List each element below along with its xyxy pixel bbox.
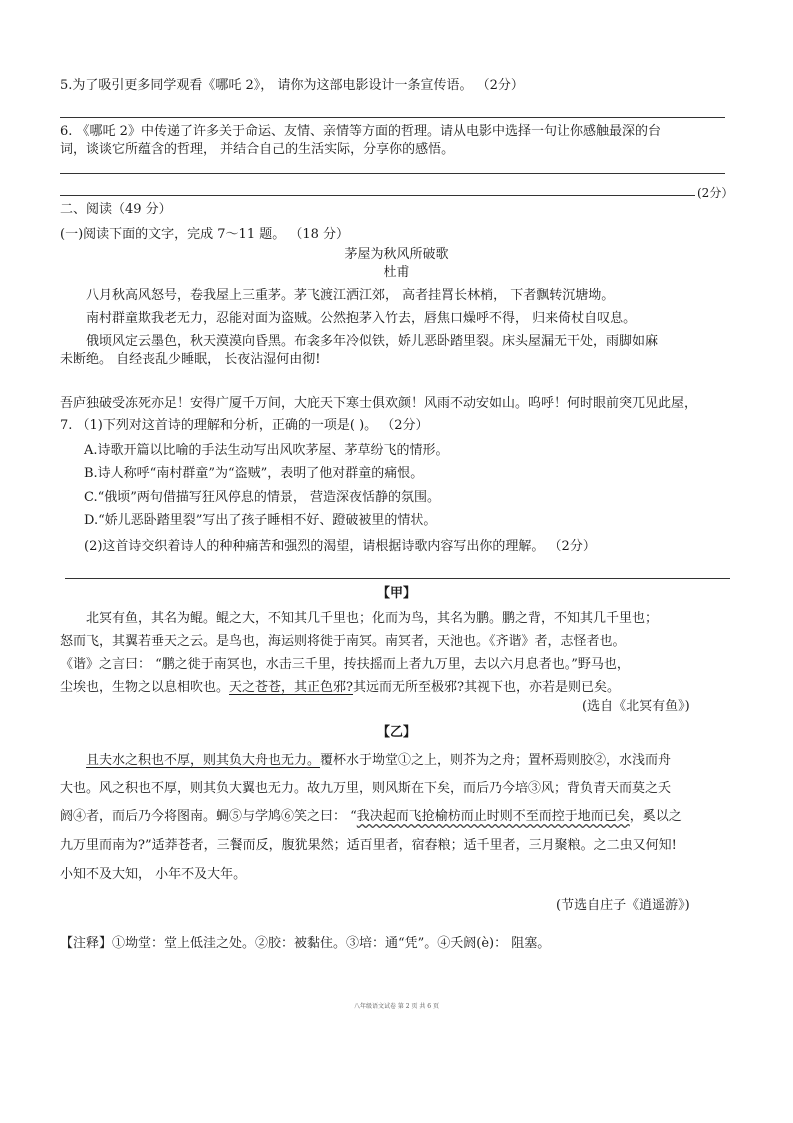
answer-line-6b[interactable]	[60, 195, 695, 196]
poem-paragraph-3a: 俄顷风定云墨色，秋天漠漠向昏黑。布衾多年冷似铁，娇儿恶卧踏里裂。床头屋漏无干处，雨脚如麻	[86, 334, 659, 349]
answer-line-6a[interactable]	[60, 173, 725, 174]
yi-line-3-end: ，奚以之	[629, 809, 682, 824]
question-6-line-2: 词，谈谈它所蕴含的哲理， 并结合自己的生活实际，分享你的感悟。	[60, 142, 455, 157]
option-d[interactable]: D.“娇儿恶卧踏里裂”写出了孩子睡相不好、蹬破被里的情状。	[84, 513, 437, 528]
yi-source: (节选自庄子《逍遥游》)	[556, 898, 690, 913]
yi-line-5: 小知不及大知， 小年不及大年。	[60, 867, 247, 882]
question-6-line-1: 6. 《哪吒 2》中传递了许多关于命运、友情、亲情等方面的哲理。请从电影中选择一句让你感触最深的台	[60, 124, 661, 139]
page-footer: 八年级语文试卷 第 2 页 共 6 页	[353, 1003, 440, 1010]
passage-jia-label: 【甲】	[376, 586, 416, 601]
yi-line-3-start: 阏④者，而后乃今将图南。蜩⑤与学鸠⑥笑之曰： “	[60, 809, 357, 824]
jia-line-4	[60, 679, 620, 697]
passage-yi-label: 【乙】	[376, 725, 416, 740]
poem-paragraph-4: 吾庐独破受冻死亦足！安得广厦千万间，大庇天下寒士俱欢颜！风雨不动安如山。呜呼！何时眼前突兀见此屋，	[60, 396, 698, 411]
option-b[interactable]: B.诗人称呼“南村群童”为“盗贼”，表明了他对群童的痛恨。	[84, 466, 424, 481]
annotation-notes: 【注释】①坳堂：堂上低洼之处。②胶：被黏住。③培：通“凭”。④夭阏(è)： 阻塞。	[60, 936, 551, 951]
part-1-intro: (一)阅读下面的文字，完成 7～11 题。 （18 分）	[60, 227, 350, 242]
yi-wavy-sentence: 我决起而飞抢榆枋而止时则不至而控于地而已矣	[356, 809, 630, 824]
question-5: 5.为了吸引更多同学观看《哪吒 2》， 请你为这部电影设计一条宣传语。 （2分）	[60, 78, 524, 93]
jia-line-3: 《谐》之言曰： “鹏之徙于南冥也，水击三千里，抟扶摇而上者九万里，去以六月息者也。”野马也，	[60, 657, 630, 672]
jia-line-2: 怒而飞，其翼若垂天之云。是鸟也，海运则将徙于南冥。南冥者，天池也。《齐谐》者，志怪者也。	[60, 634, 626, 649]
poem-title: 茅屋为秋风所破歌	[344, 247, 449, 262]
jia-underlined-sentence: 天之苍苍，其正色邪?	[229, 680, 353, 695]
yi-line-3	[60, 808, 682, 826]
question-7-part-2: (2)这首诗交织着诗人的种种痛苦和强烈的渴望，请根据诗歌内容写出你的理解。 （2分）	[84, 539, 596, 554]
yi-line-1-end: 覆杯水于坳堂①之上，则芥为之舟；置杯焉则胶②，水浅而舟	[320, 753, 672, 768]
yi-line-2: 大也。风之积也不厚，则其负大翼也无力。故九万里，则风斯在下矣，而后乃今培③风；背负青天而莫之夭	[60, 781, 672, 796]
option-a[interactable]: A.诗歌开篇以比喻的手法生动写出风吹茅屋、茅草纷飞的情形。	[84, 443, 449, 458]
poem-paragraph-1: 八月秋高风怒号，卷我屋上三重茅。茅飞渡江洒江郊， 高者挂罥长林梢， 下者飘转沉塘坳。	[86, 288, 615, 303]
jia-line-4-end: 其远而无所至极邪?其视下也，亦若是则已矣。	[353, 680, 620, 695]
option-c[interactable]: C.“俄顷”两句借描写狂风停息的情景， 营造深夜恬静的氛围。	[84, 490, 441, 505]
poem-paragraph-2: 南村群童欺我老无力，忍能对面为盗贼。公然抱茅入竹去，唇焦口燥呼不得， 归来倚杖自叹息。	[86, 311, 637, 326]
answer-line-7[interactable]	[65, 578, 730, 579]
yi-line-4: 九万里而南为?”适莽苍者，三餐而反，腹犹果然；适百里者，宿舂粮；适千里者，三月聚粮。之二虫又何知!	[60, 838, 677, 853]
poem-author: 杜甫	[383, 265, 410, 280]
yi-underlined-sentence: 且夫水之积也不厚，则其负大舟也无力。	[86, 753, 321, 768]
question-7-stem: 7. （1)下列对这首诗的理解和分析，正确的一项是( )。 （2分）	[60, 418, 429, 433]
jia-line-1: 北冥有鱼，其名为鲲。鲲之大，不知其几千里也；化而为鸟，其名为鹏。鹏之背，不知其几千里也；	[86, 611, 659, 626]
yi-line-1	[86, 752, 671, 770]
section-2-title: 二、阅读（49 分）	[60, 202, 172, 217]
jia-line-4-start: 尘埃也，生物之以息相吹也。	[60, 680, 230, 695]
answer-line-5[interactable]	[60, 117, 725, 118]
jia-source: (选自《北冥有鱼》)	[582, 699, 690, 714]
poem-paragraph-3b: 未断绝。 自经丧乱少睡眠， 长夜沾湿何由彻!	[60, 352, 321, 367]
question-6-score: (2分）	[697, 186, 734, 200]
